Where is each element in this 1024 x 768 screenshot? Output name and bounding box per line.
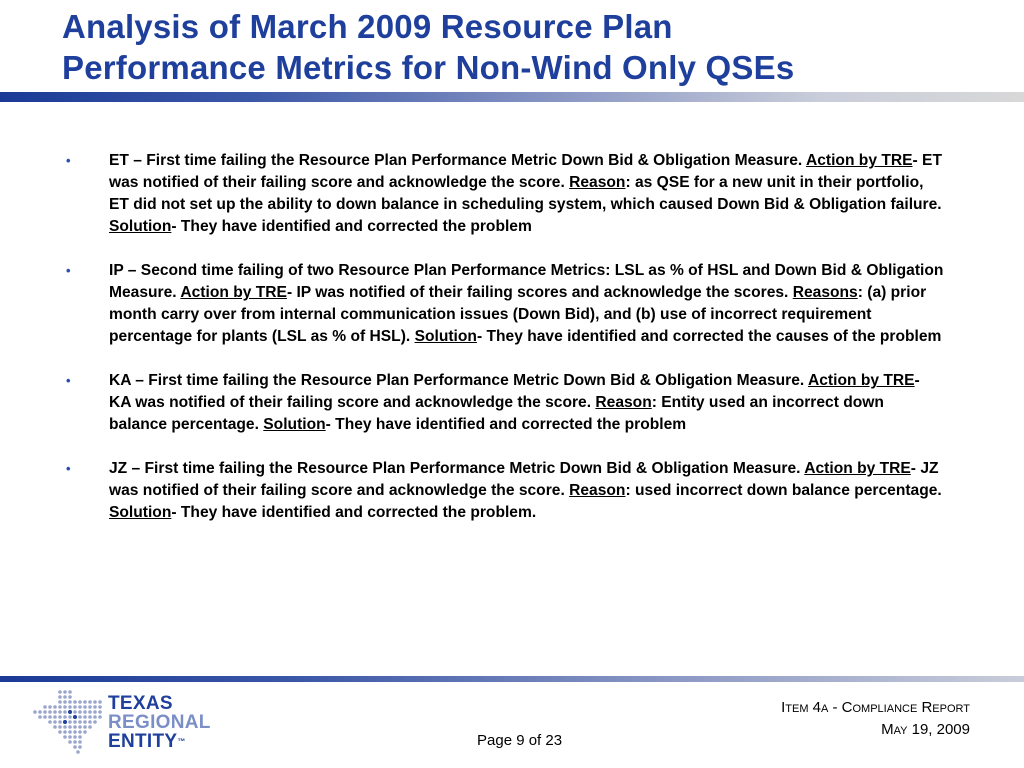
- item-text: IP – Second time failing of two Resource Plan Performance Metrics: LSL as % of HSL and Down Bid & Obligation Measure.: [109, 262, 944, 301]
- item-text: - They have identified and corrected the problem: [171, 218, 532, 235]
- solution-label: Solution: [109, 504, 172, 521]
- item-text: : (a) prior month carry over from internal communication issues (Down Bid), and (b) use of incorrect requirement percentage for plants (LSL as % of HSL).: [109, 284, 927, 345]
- solution-label: Solution: [263, 416, 326, 433]
- logo-trademark: ™: [177, 737, 186, 746]
- item-text: : as QSE for a new unit in their portfolio, ET did not set up the ability to down balance in scheduling system, which caused Down Bid & Obligation failure.: [109, 174, 942, 213]
- item-text: - JZ was notified of their failing score and acknowledge the score.: [109, 460, 939, 499]
- logo-line-texas: TEXAS: [108, 693, 173, 714]
- action-label: Action by TRE: [807, 372, 915, 389]
- slide-title-line-2: Performance Metrics for Non-Wind Only QSEs: [62, 49, 795, 86]
- reason-label: Reason: [595, 394, 652, 411]
- bullet-item-et: [66, 150, 946, 238]
- item-text: JZ – First time failing the Resource Plan Performance Metric Down Bid & Obligation Measure.: [109, 460, 805, 477]
- bullet-icon: •: [66, 263, 71, 278]
- item-text: KA – First time failing the Resource Plan Performance Metric Down Bid & Obligation Measure.: [109, 372, 808, 389]
- item-text: : used incorrect down balance percentage.: [625, 482, 942, 499]
- title-divider: [0, 92, 1024, 102]
- texas-regional-entity-logo: [108, 694, 211, 751]
- footer-divider: [0, 676, 1024, 682]
- page-number: Page 9 of 23: [477, 732, 563, 749]
- item-text: - ET was notified of their failing score and acknowledge the score.: [109, 152, 942, 191]
- item-text: : Entity used an incorrect down balance percentage.: [109, 394, 884, 433]
- logo-line-entity: ENTITY™: [108, 731, 186, 752]
- slide-title-line-1: Analysis of March 2009 Resource Plan: [62, 8, 673, 45]
- solution-label: Solution: [109, 218, 172, 235]
- reason-label: Reasons: [792, 284, 858, 301]
- item-text: - They have identified and corrected the problem: [325, 416, 687, 433]
- bullet-item-ip: [66, 260, 946, 348]
- slide-title: [62, 6, 1002, 88]
- solution-label: Solution: [414, 328, 477, 345]
- item-text: - KA was notified of their failing score and acknowledge the score.: [109, 372, 920, 411]
- logo-line-regional: REGIONAL: [108, 712, 211, 733]
- bullet-item-jz: [66, 458, 946, 524]
- reason-label: Reason: [569, 482, 626, 499]
- item-text: - IP was notified of their failing scores and acknowledge the scores.: [286, 284, 793, 301]
- report-date: May 19, 2009: [881, 721, 970, 738]
- bullet-icon: •: [66, 153, 71, 168]
- item-text: - They have identified and corrected the problem.: [171, 504, 537, 521]
- bullet-item-ka: [66, 370, 946, 436]
- report-title: Item 4a - Compliance Report: [781, 699, 970, 716]
- action-label: Action by TRE: [805, 152, 913, 169]
- report-info: [781, 697, 970, 741]
- item-text: ET – First time failing the Resource Plan Performance Metric Down Bid & Obligation Measure.: [109, 152, 806, 169]
- item-text: - They have identified and corrected the causes of the problem: [476, 328, 942, 345]
- reason-label: Reason: [569, 174, 626, 191]
- action-label: Action by TRE: [804, 460, 911, 477]
- bullet-icon: •: [66, 461, 71, 476]
- bullet-icon: •: [66, 373, 71, 388]
- action-label: Action by TRE: [180, 284, 287, 301]
- bullet-list: [66, 150, 946, 546]
